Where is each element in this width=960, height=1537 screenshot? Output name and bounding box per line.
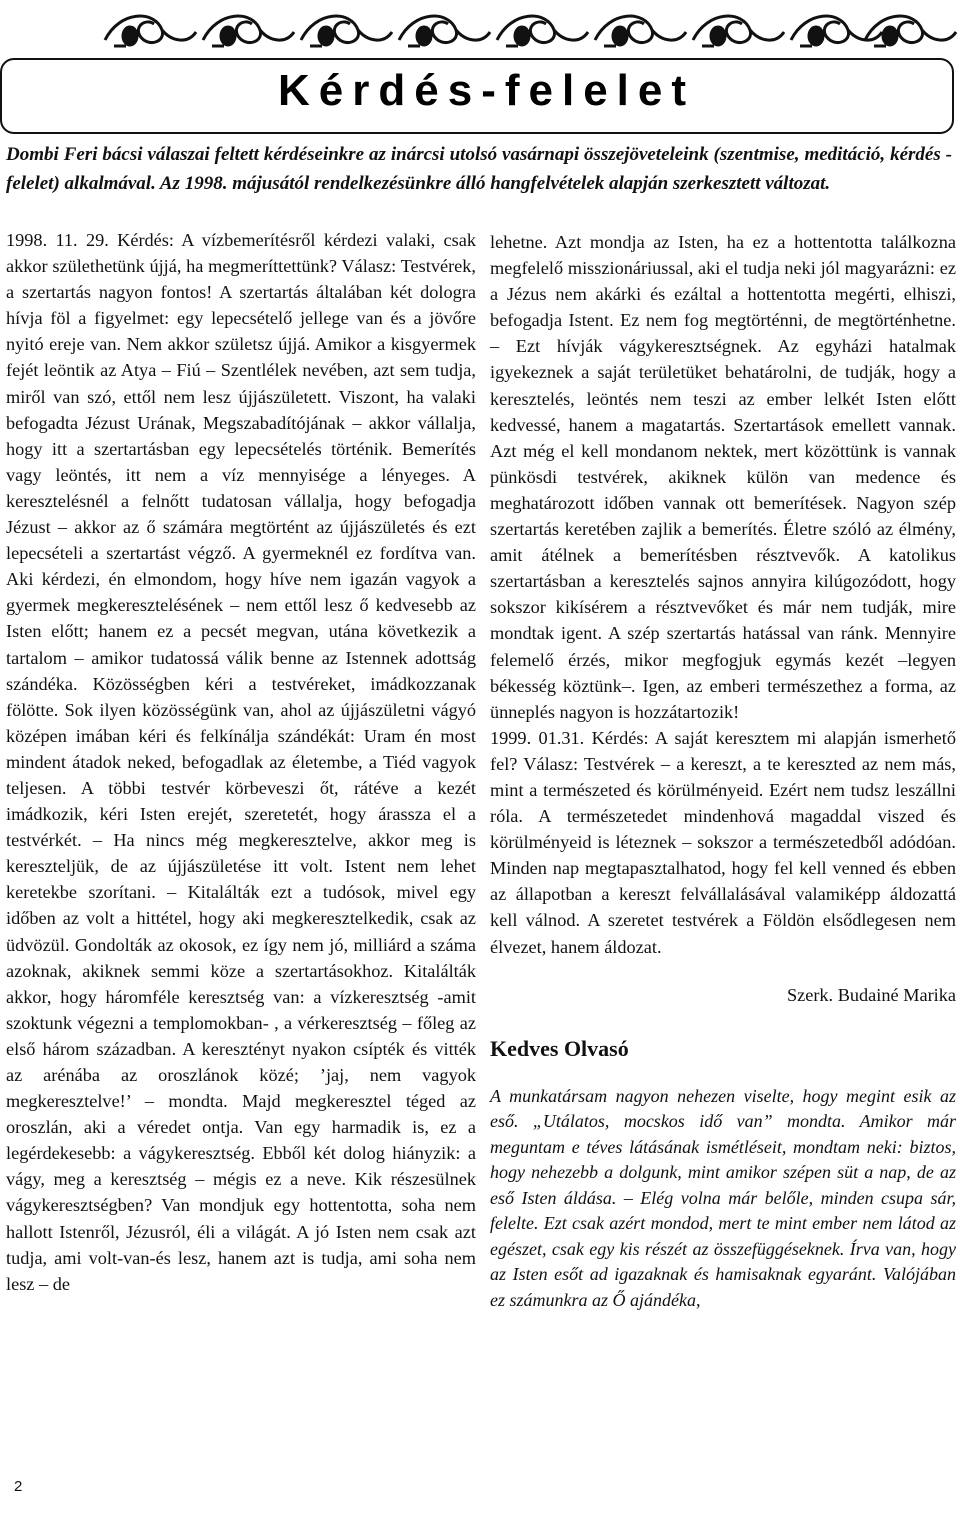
intro-paragraph [6,140,952,198]
section-heading-kedves-olvaso: Kedves Olvasó [490,1035,629,1061]
right-column [490,229,956,1313]
right-column-second-question: 1999. 01.31. Kérdés: A saját keresztem mi alapján ismerhető fel? Válasz: Testvérek – a kereszt, a te kereszted az nem más, mint a természeted és körülményeid. Ezért nem tudsz leszállni róla. A természetedet mindenhová magaddal viszed és körülményeid is léteznek – sokszor a természetedből adódóan. Minden nap megtapasztalhatod, hogy fel kell venned és ebben az állapotban a kereszt felvállalásával valamiképp áldozattá kell válnod. A szeretet testvérek a Földön elsődlegesen nem élvezet, hanem áldozat. [490,727,956,957]
editor-signature: Szerk. Budainé Marika [786,984,956,1005]
left-column-text: 1998. 11. 29. Kérdés: A vízbemerítésről kérdezi valaki, csak akkor születhetünk újjá, ha megmeríttettünk? Válasz: Testvérek, a szertartás nagyon fontos! A szertartás általában két dologra hívja föl a figyelmet: egy lepecsételő jellege van és a jövőre nyitó ereje van. Nem akkor születsz újjá. Amikor a kisgyermek fejét leöntik az Atya – Fiú – Szentlélek nevében, azt sem tudja, miről van szó, ettől nem lesz újjászületett. Viszont, ha valaki befogadta Jézust Urának, Megszabadítójának – akkor vállalja, hogy itt a szertartásban egy lepecsételés történik. Bemerítés vagy leöntés, itt nem a víz mennyisége a lényeges. A keresztelésnél a felnőtt tudatosan vállalja, hogy befogadja Jézust – akkor az ő számára megtörtént az újjászületés és ezt lepecsételi a szertartást végző. A gyermeknél ez fordítva van. Aki kérdezi, én elmondom, hogy híve nem igazán vagyok a gyermek megkeresztelésének – nem ettől lesz ő kedvesebb az Isten előtt; hanem ez a pecsét megvan, utána következik a tartalom – amikor tudatossá válik benne az Istennek adottság szándéka. Közösségben kéri a testvéreket, imádkozzanak fölötte. Sok ilyen közösségünk van, ahol az újjászületni vágyó középen imában kéri és felkínálja szándékát: Uram én most mindent átadok neked, befogadlak az életembe, a Tiéd vagyok teljesen. A többi testvér körbeveszi őt, rátéve a kezét imádkozik, kéri Isten erejét, szeretetét, hogy árassza el a testvérkét. – Ha nincs még megkeresztelve, akkor meg is kereszteljük, de az újjászületése itt volt. Istent nem lehet keretekbe szorítani. – Kitalálták ezt a tudósok, mivel egy időben az volt a hittétel, hogy aki megkeresztelkedik, csak az üdvözül. Gondolták az okosok, ez így nem jó, milliárd a száma azoknak, akiknek semmi köze a szertartásokhoz. Kitalálták akkor, hogy háromféle keresztség van: a vízkeresztség -amit szoktunk végezni a templomokban- , a vérkeresztség – főleg az első három században. A keresztényt nyakon csípték és vitték az arénába az oroszlánok közé; ’jaj, nem vagyok megkeresztelve!’ – mondta. Majd megkeresztel téged az oroszlán, aki a véredet ontja. Van egy harmadik is, ez a legérdekesebb: a vágykeresztség. Ebből két dolog hiányzik: a vágy, meg a keresztség – mégis ez a neve. Kik részesülnek vágykeresztségben? Van mondjuk egy hottentotta, soha nem hallott Istenről, Jézusról, éli a világát. A jó Isten nem csak azt tudja, ami volt-van-és lesz, hanem azt is tudja, ami soha nem lesz – de [6,230,476,1294]
left-column [6,227,476,1297]
floral-border-icon [100,6,960,52]
page-title: Kérdés-felelet [278,66,696,115]
intro-text: Dombi Feri bácsi válaszai feltett kérdéseinkre az inárcsi utolsó vasárnapi összejöveteleink (szentmise, meditáció, kérdés - felelet) alkalmával. Az 1998. májusától rendelkezésünkre álló hangfelvételek alapján szerkesztett változat. [6,144,952,194]
kedves-olvaso-text: A munkatársam nagyon nehezen viselte, hogy megint esik az eső. „Utálatos, mocskos idő van” mondta. Amikor már meguntam e téves látásának ismétléseit, mondtam neki: biztos, hogy nehezebb a dolgunk, mint amikor szépen süt a nap, de az eső Isten áldása. – Elég volna már belőle, minden csupa sár, felelte. Ezt csak azért mondod, mert te mint ember nem látod az egészet, csak egy kis részét az összefüggéseknek. Írva van, hogy az Isten esőt ad igazaknak és hamisaknak egyaránt. Valójában ez számunkra az Ő ajándéka, [490,1085,956,1310]
page-number: 2 [14,1478,23,1495]
right-column-text-continued: lehetne. Azt mondja az Isten, ha ez a hottentotta találkozna megfelelő misszionáriussal, aki el tudja neki jól magyarázni: ez a Jézus nem akárki és ezáltal a hottentotta megérti, elhiszi, befogadja Istent. Ez nem fog megtörténni, de megtörténhetne. – Ezt hívják vágykeresztségnek. Az egyházi hatalmak igyekeznek a saját területüket behatárolni, de tudják, hogy a keresztelés, leöntés nem teszi az ember lelkét Isten előtt kedvessé, hanem a magatartás. Szertartások emellett vannak. Azt még el kell mondanom nektek, mert közöttünk is vannak pünkösdi testvérek, akiknek külön van medence és meghatározott időben vannak ott bemerítések. Nagyon szép szertartás keretében zajlik a bemerítés. Életre szóló az élmény, amit átélnek a bemerítésben résztvevők. A katolikus szertartásban a keresztelés sajnos annyira kilúgozódott, hogy sokszor kikísérem a résztvevőket és már nem tudják, mire mondtak igent. A szép szertartás hatással van ránk. Mennyire felemelő érzés, mikor megfogjuk egymás kezét –legyen békesség köztünk–. Igen, az emberi természethez a forma, az ünneplés nagyon is hozzátartozik! [490,232,956,722]
